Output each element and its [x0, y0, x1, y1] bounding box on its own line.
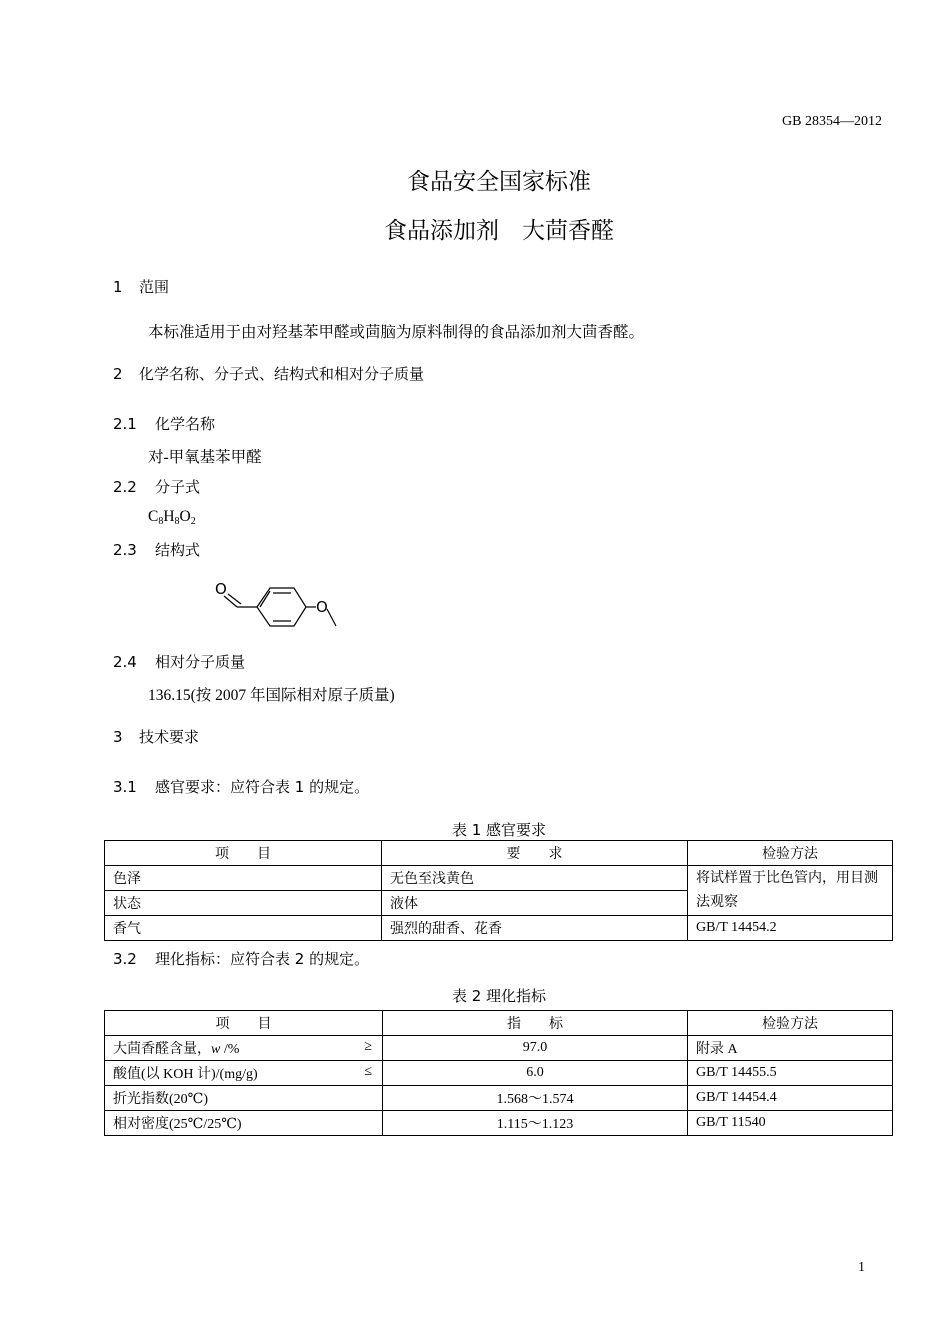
table-cell-method: 附录 A: [688, 1036, 893, 1061]
table-header-row: [105, 841, 893, 866]
section-number: 1: [113, 278, 123, 296]
section-number: 2.1: [113, 415, 137, 433]
table-cell-value: 6.0: [383, 1061, 688, 1086]
section-title: 感官要求：应符合表 1 的规定。: [155, 778, 370, 796]
section-heading-3: [113, 726, 199, 747]
table-cell-method: GB/T 14454.2: [688, 916, 893, 941]
document-subtitle: 食品添加剂 大茴香醛: [384, 218, 614, 244]
table-cell-method: GB/T 14454.4: [688, 1086, 893, 1111]
section-title: 结构式: [155, 541, 201, 559]
section-heading-1: [113, 276, 169, 297]
oxygen-atom-label: O: [316, 598, 328, 616]
oxygen-atom-label: O: [215, 580, 227, 598]
table-cell-method-merged: 将试样置于比色管内，用目测法观察: [688, 866, 893, 916]
table-row: [105, 1111, 893, 1136]
table-cell-item: 相对密度(25℃/25℃): [105, 1111, 383, 1136]
table-cell-value: 1.568～1.574: [383, 1086, 688, 1111]
section-title: 理化指标：应符合表 2 的规定。: [155, 950, 370, 968]
molecular-formula: $C_8H_8O_2$: [148, 508, 196, 527]
table-header-cell: 指 标: [383, 1011, 688, 1036]
section-number: 2: [113, 365, 123, 383]
table-row: [105, 916, 893, 941]
section-title: 分子式: [155, 478, 201, 496]
table-cell-requirement: 无色至浅黄色: [382, 866, 688, 891]
table-header-cell: 检验方法: [688, 841, 893, 866]
table-cell-requirement: 液体: [382, 891, 688, 916]
table-cell-value: 1.115～1.123: [383, 1111, 688, 1136]
section-heading-2-2: [113, 476, 200, 497]
section-number: 3: [113, 728, 123, 746]
page-number: 1: [858, 1260, 865, 1275]
table-cell-method: GB/T 14455.5: [688, 1061, 893, 1086]
section-heading-2-1: [113, 413, 215, 434]
section-number: 2.2: [113, 478, 137, 496]
structural-formula-diagram: [212, 574, 342, 634]
chemical-name: 对-甲氧基苯甲醛: [148, 449, 262, 466]
comparison-symbol: ≤: [364, 1064, 372, 1079]
table-row: [105, 866, 893, 891]
section-heading-3-2: [113, 948, 369, 969]
table-header-cell: 要 求: [382, 841, 688, 866]
section-number: 2.4: [113, 653, 137, 671]
document-title: 食品安全国家标准: [407, 169, 591, 195]
section-title: 化学名称、分子式、结构式和相对分子质量: [139, 365, 425, 383]
table-header-row: [105, 1011, 893, 1036]
table-row: [105, 1061, 893, 1086]
molecular-mass: 136.15(按 2007 年国际相对原子质量): [148, 687, 395, 704]
table-header-cell: 项 目: [105, 841, 382, 866]
section-heading-3-1: [113, 776, 369, 797]
section-number: 3.2: [113, 950, 137, 968]
table-header-cell: 检验方法: [688, 1011, 893, 1036]
table-header-cell: 项 目: [105, 1011, 383, 1036]
section-number: 2.3: [113, 541, 137, 559]
table2-physicochemical-indicators: [104, 1010, 893, 1136]
table1-caption: 表 1 感官要求: [451, 821, 547, 839]
table-cell-item: 大茴香醛含量，w /% ≥: [105, 1036, 383, 1061]
scope-paragraph: 本标准适用于由对羟基苯甲醛或茴脑为原料制得的食品添加剂大茴香醛。: [148, 324, 645, 341]
section-title: 相对分子质量: [155, 653, 246, 671]
table-cell-item: 香气: [105, 916, 382, 941]
section-heading-2: [113, 363, 424, 384]
section-title: 化学名称: [155, 415, 216, 433]
table-row: [105, 1036, 893, 1061]
standard-code: GB 28354—2012: [782, 114, 882, 129]
table2-caption: 表 2 理化指标: [451, 987, 547, 1005]
table-cell-item: 酸值(以 KOH 计)/(mg/g) ≤: [105, 1061, 383, 1086]
table-cell-method: GB/T 11540: [688, 1111, 893, 1136]
comparison-symbol: ≥: [364, 1039, 372, 1054]
section-number: 3.1: [113, 778, 137, 796]
table1-sensory-requirements: [104, 840, 893, 941]
table-cell-value: 97.0: [383, 1036, 688, 1061]
section-title: 范围: [139, 278, 170, 296]
table-cell-item: 折光指数(20℃): [105, 1086, 383, 1111]
section-heading-2-3: [113, 539, 200, 560]
table-row: [105, 1086, 893, 1111]
section-heading-2-4: [113, 651, 245, 672]
table-cell-item: 色泽: [105, 866, 382, 891]
section-title: 技术要求: [139, 728, 200, 746]
table-cell-item: 状态: [105, 891, 382, 916]
table-cell-requirement: 强烈的甜香、花香: [382, 916, 688, 941]
